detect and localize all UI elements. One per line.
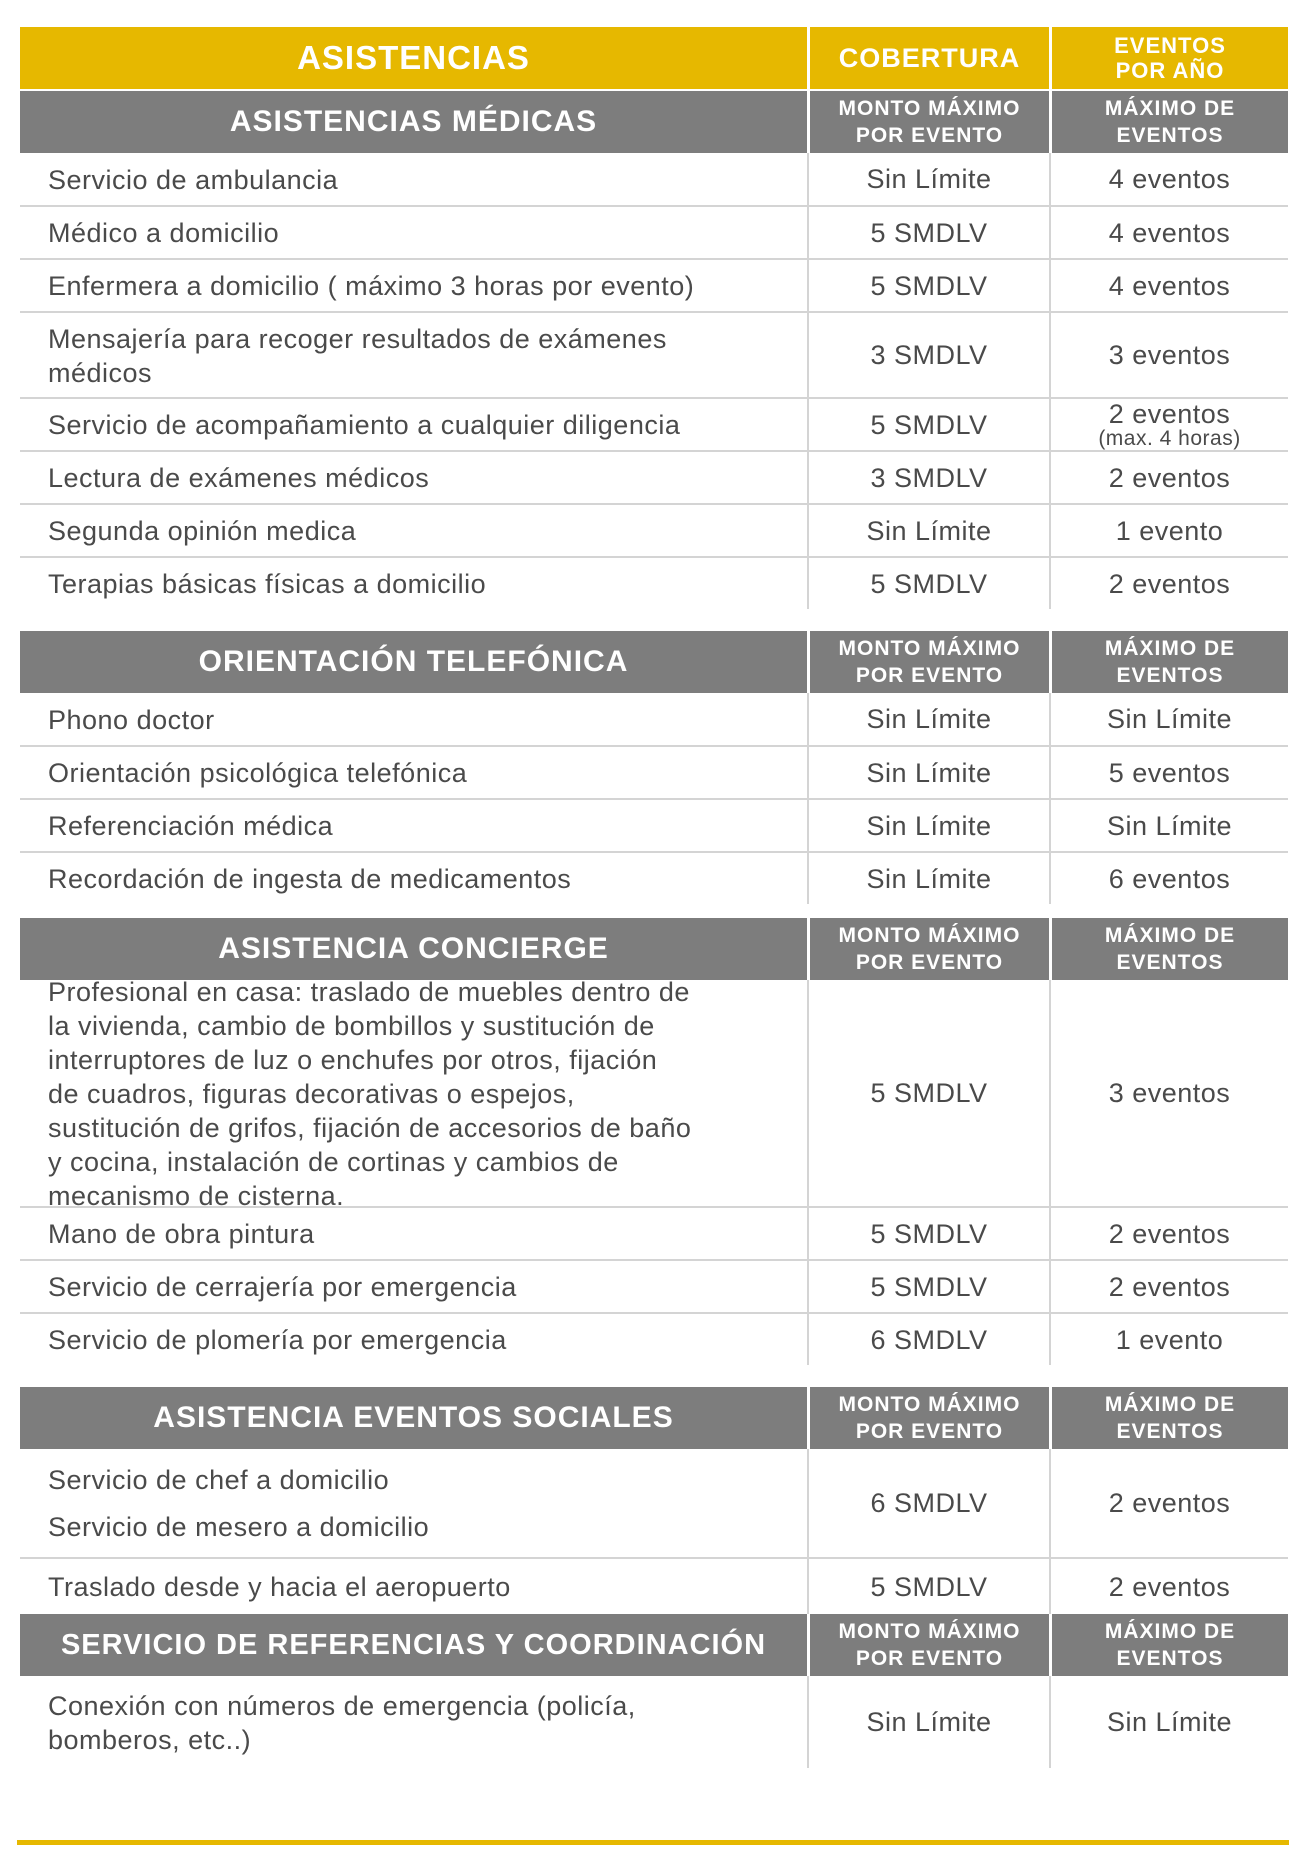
col-maximo-eventos: MÁXIMO DE EVENTOS xyxy=(1049,918,1288,980)
col-maximo-eventos: MÁXIMO DE EVENTOS xyxy=(1049,1614,1288,1676)
col-monto-maximo: MONTO MÁXIMO POR EVENTO xyxy=(807,1387,1049,1449)
section-title: ASISTENCIA CONCIERGE xyxy=(218,932,609,965)
col-maximo-eventos: MÁXIMO DE EVENTOS xyxy=(1049,631,1288,693)
table-row: Recordación de ingesta de medicamentos Sin Límite 6 eventos xyxy=(20,853,1288,904)
events-note: (max. 4 horas) xyxy=(1098,426,1241,450)
header-eventos-por-anio: EVENTOS POR AÑO xyxy=(1049,27,1288,89)
section-header-asistencias-medicas xyxy=(20,91,1288,153)
table-row: Orientación psicológica telefónica Sin Límite 5 eventos xyxy=(20,747,1288,800)
table-row: Mensajería para recoger resultados de exámenes médicos 3 SMDLV 3 eventos xyxy=(20,313,1288,399)
table-row: Referenciación médica Sin Límite Sin Límite xyxy=(20,800,1288,853)
table-row: Terapias básicas físicas a domicilio 5 SMDLV 2 eventos xyxy=(20,558,1288,609)
section-title: SERVICIO DE REFERENCIAS Y COORDINACIÓN xyxy=(60,1628,767,1661)
col-monto-maximo: MONTO MÁXIMO POR EVENTO xyxy=(807,631,1049,693)
col-monto-maximo: MONTO MÁXIMO POR EVENTO xyxy=(807,91,1049,153)
section-rows-asistencias-medicas xyxy=(20,153,1288,609)
table-row: Mano de obra pintura 5 SMDLV 2 eventos xyxy=(20,1208,1288,1261)
table-row: Enfermera a domicilio ( máximo 3 horas por evento) 5 SMDLV 4 eventos xyxy=(20,260,1288,313)
section-rows-servicio-referencias xyxy=(20,1676,1288,1768)
table-row: Phono doctor Sin Límite Sin Límite xyxy=(20,693,1288,747)
table-row: Conexión con números de emergencia (policía, bomberos, etc..) Sin Límite Sin Límite xyxy=(20,1676,1288,1768)
table-row: Profesional en casa: traslado de muebles dentro de la vivienda, cambio de bombillos y sustitución de interruptores de luz o enchufes por otros, fijación de cuadros, figuras decorativas o espejos, sustitución de grifos, fijación de accesorios de baño y cocina, instalación de cortinas y cambios de mecanismo de cisterna. 5 SMDLV 3 eventos xyxy=(20,980,1288,1208)
section-title: ORIENTACIÓN TELEFÓNICA xyxy=(198,645,629,678)
col-maximo-eventos: MÁXIMO DE EVENTOS xyxy=(1049,91,1288,153)
header-cobertura: COBERTURA xyxy=(807,27,1049,89)
table-row: Lectura de exámenes médicos 3 SMDLV 2 eventos xyxy=(20,452,1288,505)
table-row: Servicio de chef a domicilio Servicio de mesero a domicilio 6 SMDLV 2 eventos xyxy=(20,1449,1288,1559)
table-row: Servicio de ambulancia Sin Límite 4 eventos xyxy=(20,153,1288,207)
section-header-asistencia-concierge xyxy=(20,918,1288,980)
header-asistencias: ASISTENCIAS xyxy=(297,39,530,76)
table-row: Servicio de plomería por emergencia 6 SMDLV 1 evento xyxy=(20,1314,1288,1365)
bottom-accent-line xyxy=(17,1840,1289,1845)
coverage-table xyxy=(20,27,1288,1768)
table-row: Servicio de acompañamiento a cualquier diligencia 5 SMDLV 2 eventos (max. 4 horas) xyxy=(20,399,1288,452)
section-header-asistencia-eventos-sociales xyxy=(20,1387,1288,1449)
col-maximo-eventos: MÁXIMO DE EVENTOS xyxy=(1049,1387,1288,1449)
table-row: Traslado desde y hacia el aeropuerto 5 SMDLV 2 eventos xyxy=(20,1559,1288,1614)
section-header-orientacion-telefonica xyxy=(20,631,1288,693)
table-row: Servicio de cerrajería por emergencia 5 SMDLV 2 eventos xyxy=(20,1261,1288,1314)
table-row: Segunda opinión medica Sin Límite 1 evento xyxy=(20,505,1288,558)
table-header xyxy=(20,27,1288,89)
section-title: ASISTENCIAS MÉDICAS xyxy=(229,105,598,138)
section-title: ASISTENCIA EVENTOS SOCIALES xyxy=(153,1401,674,1434)
col-monto-maximo: MONTO MÁXIMO POR EVENTO xyxy=(807,1614,1049,1676)
col-monto-maximo: MONTO MÁXIMO POR EVENTO xyxy=(807,918,1049,980)
section-rows-asistencia-concierge xyxy=(20,976,1288,1365)
section-rows-asistencia-eventos-sociales xyxy=(20,1449,1288,1614)
table-row: Médico a domicilio 5 SMDLV 4 eventos xyxy=(20,207,1288,260)
section-header-servicio-referencias xyxy=(20,1614,1288,1676)
section-rows-orientacion-telefonica xyxy=(20,693,1288,904)
